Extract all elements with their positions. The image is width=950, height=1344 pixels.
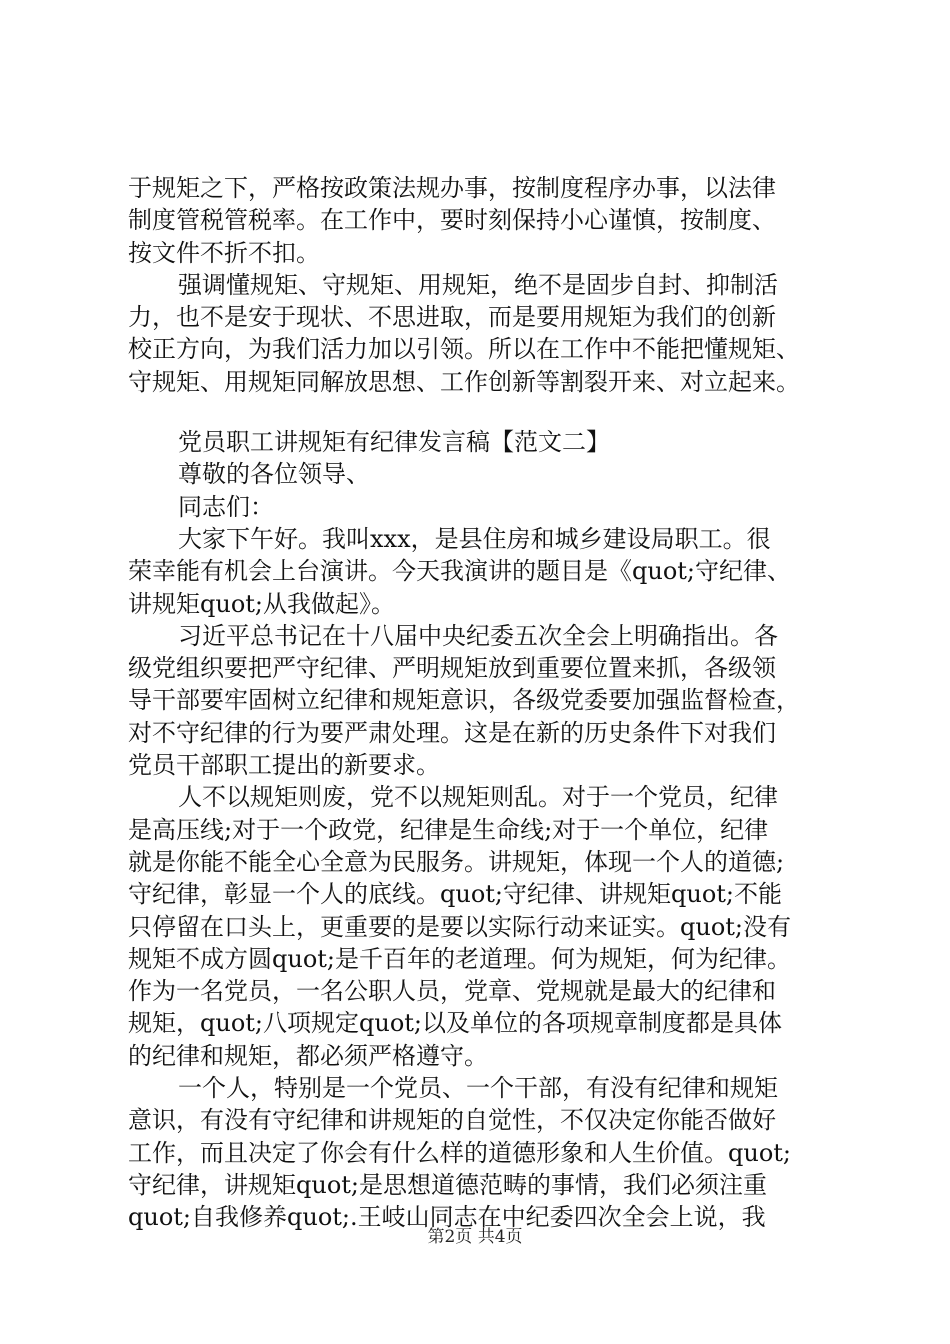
- paragraph-spacer: [128, 398, 828, 426]
- text-line: 力，也不是安于现状、不思进取，而是要用规矩为我们的创新: [128, 303, 776, 332]
- text-line: 对不守纪律的行为要严肃处理。这是在新的历史条件下对我们: [128, 718, 776, 747]
- document-body: [128, 172, 828, 1234]
- text-line: 一个人，特别是一个党员、一个干部，有没有纪律和规矩: [178, 1074, 778, 1103]
- text-line: 人不以规矩则废，党不以规矩则乱。对于一个党员，纪律: [178, 783, 778, 812]
- text-line: 讲规矩quot;从我做起》。: [128, 589, 395, 618]
- text-line: 荣幸能有机会上台演讲。今天我演讲的题目是《quot;守纪律、: [128, 557, 791, 586]
- text-line: 导干部要牢固树立纪律和规矩意识，各级党委要加强监督检查，: [128, 686, 800, 715]
- text-line: 作为一名党员，一名公职人员，党章、党规就是最大的纪律和: [128, 977, 776, 1006]
- page-footer: 第2页 共4页: [427, 1227, 523, 1247]
- text-line: 大家下午好。我叫xxx，是县住房和城乡建设局职工。很: [178, 524, 771, 553]
- text-line: 规矩不成方圆quot;是千百年的老道理。何为规矩，何为纪律。: [128, 944, 791, 973]
- text-line: 只停留在口头上，更重要的是要以实际行动来证实。quot;没有: [128, 912, 791, 941]
- text-line: 党员干部职工提出的新要求。: [128, 751, 440, 780]
- text-line: 的纪律和规矩，都必须严格遵守。: [128, 1041, 488, 1070]
- text-line: 意识，有没有守纪律和讲规矩的自觉性，不仅决定你能否做好: [128, 1106, 776, 1135]
- text-line: 制度管税管税率。在工作中，要时刻保持小心谨慎，按制度、: [128, 206, 776, 235]
- text-line: 就是你能不能全心全意为民服务。讲规矩，体现一个人的道德;: [128, 847, 785, 876]
- text-line: 同志们：: [178, 492, 274, 521]
- text-line: 强调懂规矩、守规矩、用规矩，绝不是固步自封、抑制活: [178, 270, 778, 299]
- text-line: 工作，而且决定了你会有什么样的道德形象和人生价值。quot;: [128, 1138, 791, 1167]
- text-line: 规矩，quot;八项规定quot;以及单位的各项规章制度都是具体: [128, 1009, 782, 1038]
- text-line: 习近平总书记在十八届中央纪委五次全会上明确指出。各: [178, 621, 778, 650]
- text-line: 党员职工讲规矩有纪律发言稿【范文二】: [178, 428, 610, 457]
- text-line: 校正方向，为我们活力加以引领。所以在工作中不能把懂规矩、: [128, 335, 800, 364]
- text-line: 按文件不折不扣。: [128, 238, 320, 267]
- text-line: quot;自我修养quot;.王岐山同志在中纪委四次全会上说，我: [128, 1203, 766, 1232]
- text-line: 是高压线;对于一个政党，纪律是生命线;对于一个单位，纪律: [128, 815, 769, 844]
- text-line: 于规矩之下，严格按政策法规办事，按制度程序办事，以法律: [128, 174, 776, 202]
- text-line: 守规矩、用规矩同解放思想、工作创新等割裂开来、对立起来。: [128, 367, 800, 396]
- text-line: 守纪律，彰显一个人的底线。quot;守纪律、讲规矩quot;不能: [128, 880, 782, 909]
- text-line: 尊敬的各位领导、: [178, 460, 370, 489]
- text-line: 级党组织要把严守纪律、严明规矩放到重要位置来抓，各级领: [128, 654, 776, 683]
- text-line: 守纪律，讲规矩quot;是思想道德范畴的事情，我们必须注重: [128, 1170, 767, 1199]
